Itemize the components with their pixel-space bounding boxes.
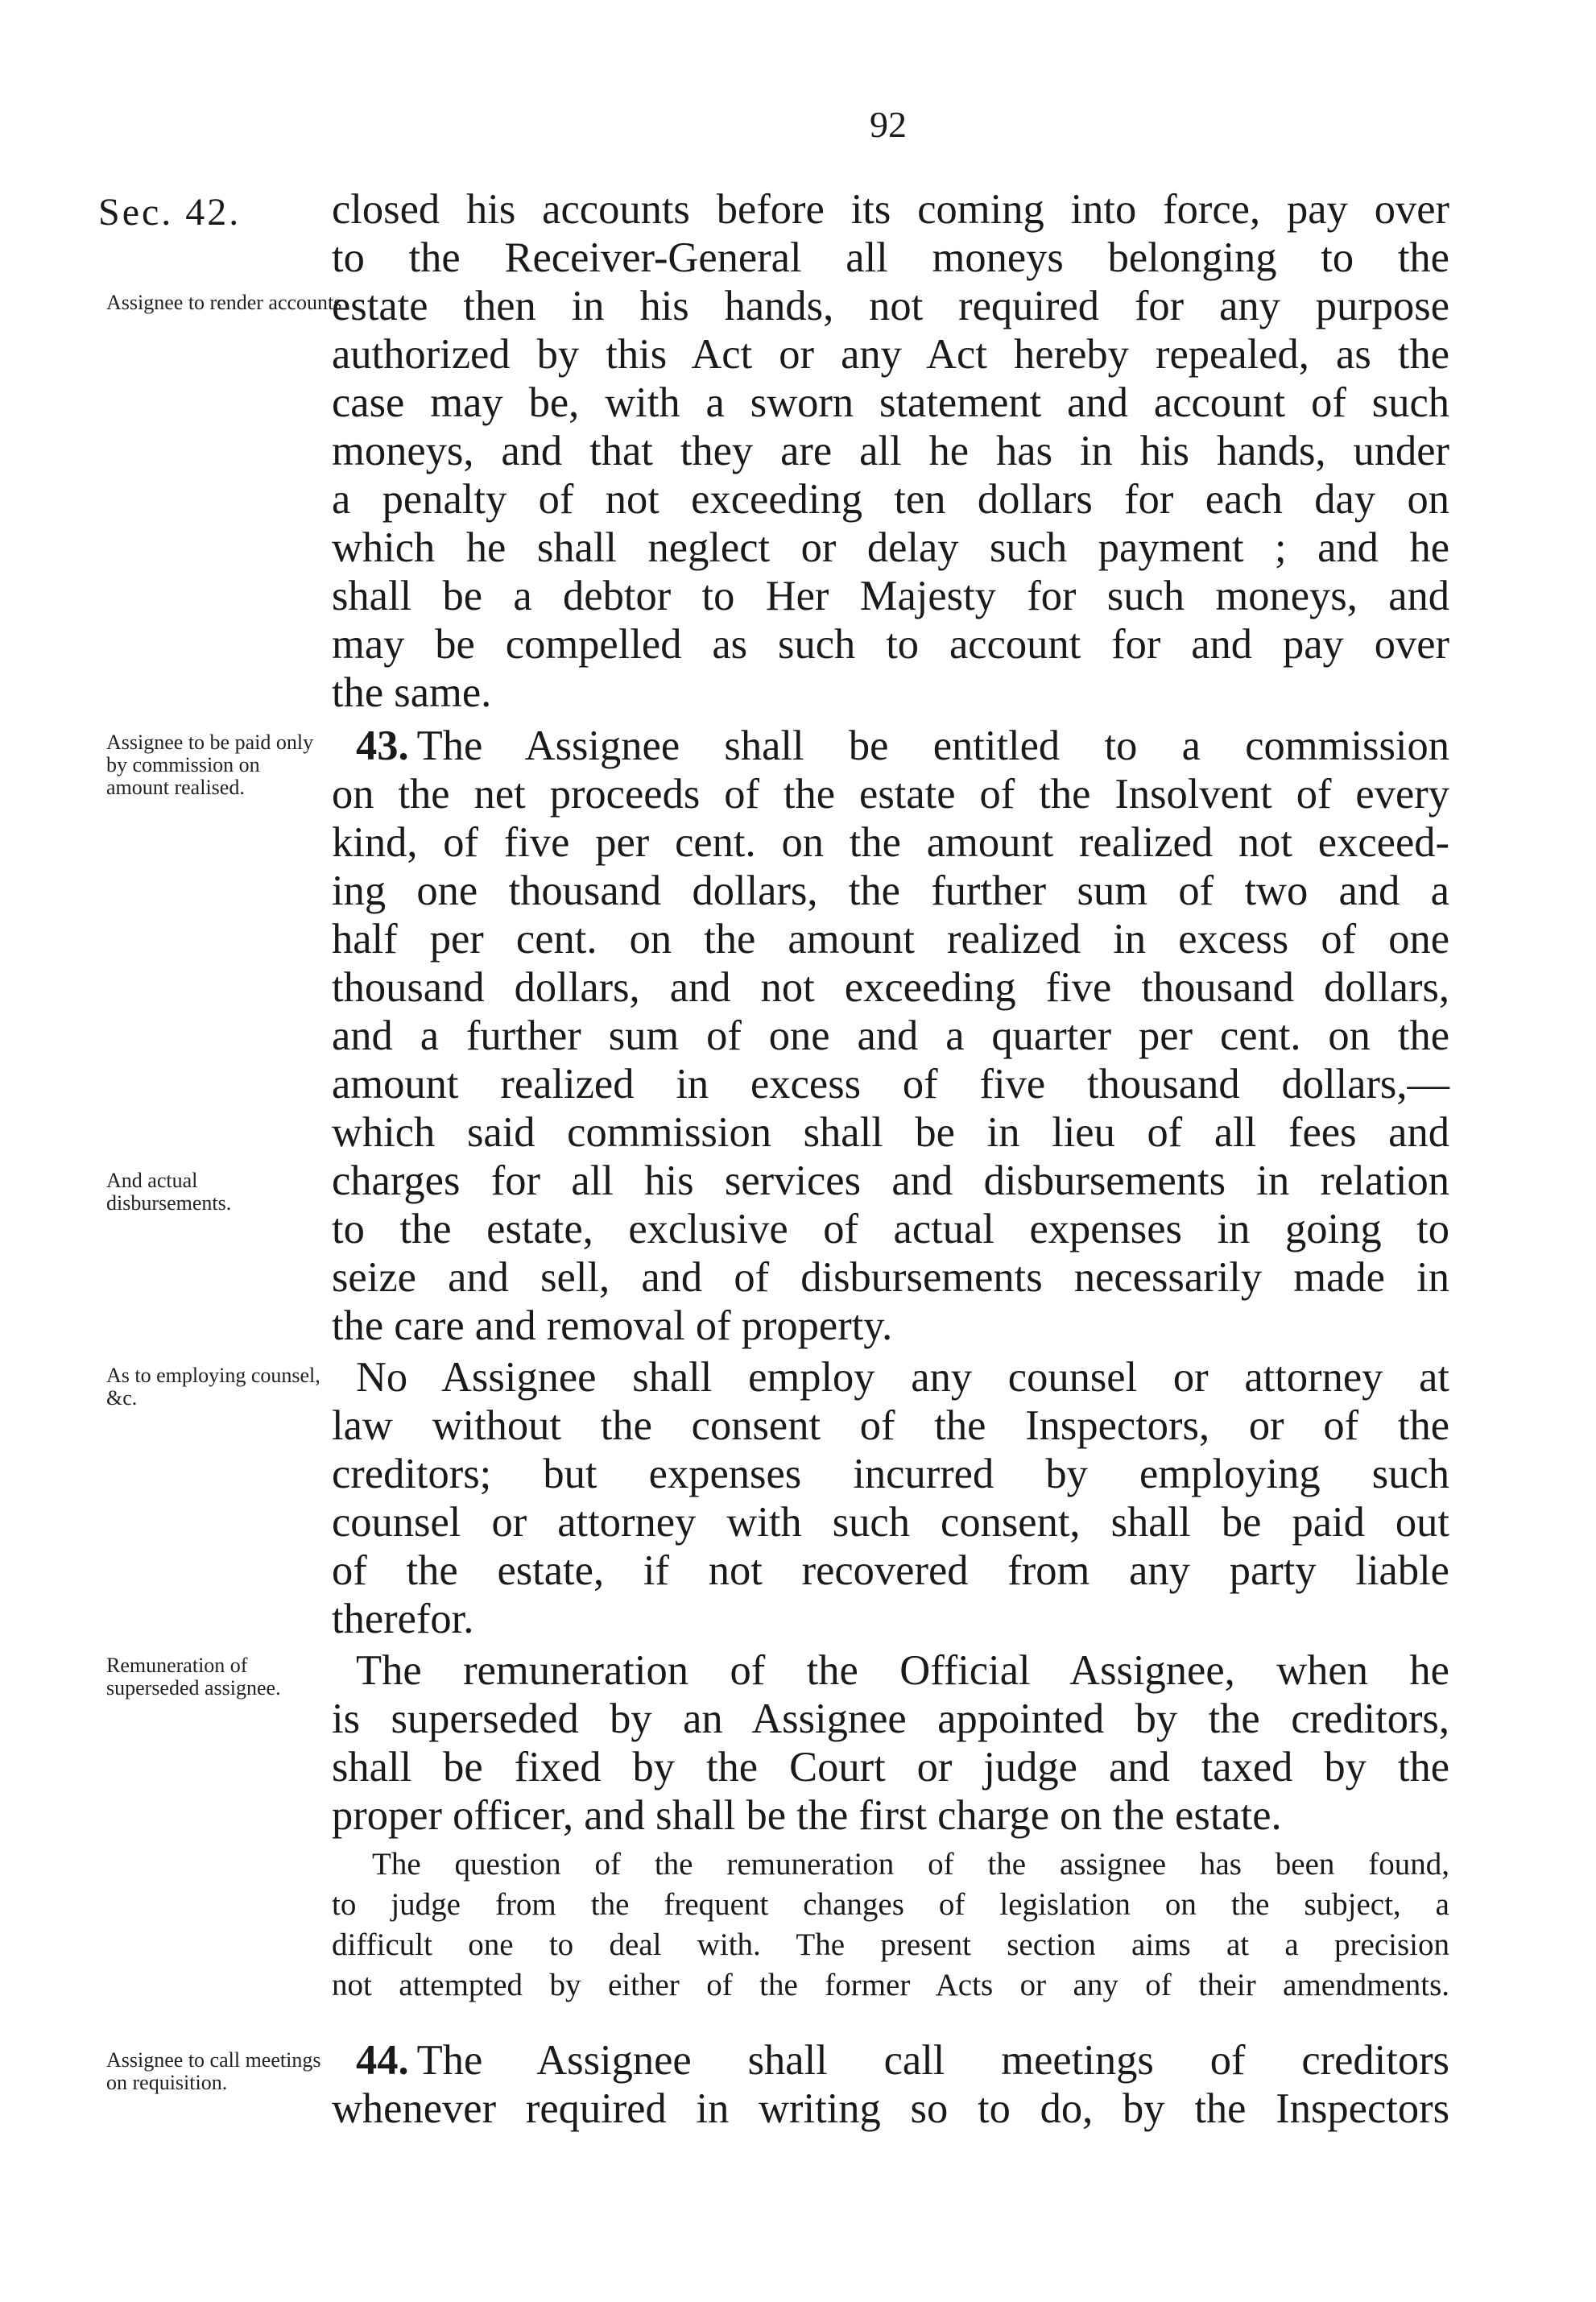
sidenote-commission: Assignee to be paid only by commission on amount realised. xyxy=(106,731,314,799)
text-span: The Assignee shall call meetings of creditors xyxy=(416,2037,1449,2084)
sidenote-render-accounts: Assignee to render accounts xyxy=(106,291,342,314)
text-line: closed his accounts before its coming into force, pay over xyxy=(332,186,1449,233)
text-line: amount realized in excess of five thousand dollars,— xyxy=(332,1061,1449,1108)
text-line: a penalty of not exceeding ten dollars for each day on xyxy=(332,476,1449,523)
text-line: law without the consent of the Inspectors, or of the xyxy=(332,1402,1449,1449)
text-line: proper officer, and shall be the first charge on the estate. xyxy=(332,1792,1282,1839)
text-line: thousand dollars, and not exceeding five thousand dollars, xyxy=(332,964,1449,1011)
commentary-line: The question of the remuneration of the assignee has been found, xyxy=(372,1847,1449,1882)
text-line: authorized by this Act or any Act hereby repealed, as the xyxy=(332,331,1449,378)
text-line: which he shall neglect or delay such payment ; and he xyxy=(332,524,1449,571)
text-line: of the estate, if not recovered from any party liable xyxy=(332,1547,1449,1594)
commentary-line: not attempted by either of the former Acts or any of their amendments. xyxy=(332,1968,1449,2002)
text-line: on the net proceeds of the estate of the Insolvent of every xyxy=(332,771,1449,818)
text-line: which said commission shall be in lieu of all fees and xyxy=(332,1109,1449,1156)
text-line: ing one thousand dollars, the further sum of two and a xyxy=(332,867,1449,914)
section-label: Sec. 42. xyxy=(98,191,242,234)
text-line: and a further sum of one and a quarter per cent. on the xyxy=(332,1012,1449,1059)
sidenote-remuneration: Remuneration of superseded assignee. xyxy=(106,1654,281,1700)
commentary-line: difficult one to deal with. The present section aims at a precision xyxy=(332,1927,1449,1962)
commentary-line: to judge from the frequent changes of legislation on the subject, a xyxy=(332,1887,1449,1922)
text-line: to the estate, exclusive of actual expenses in going to xyxy=(332,1206,1449,1252)
text-line: to the Receiver-General all moneys belonging to the xyxy=(332,234,1449,281)
text-line: creditors; but expenses incurred by employing such xyxy=(332,1451,1449,1497)
text-line: shall be fixed by the Court or judge and taxed by the xyxy=(332,1744,1449,1791)
section-number: 43. xyxy=(356,722,409,769)
section-44-first-line xyxy=(356,2036,1449,2085)
text-line: kind, of five per cent. on the amount realized not exceed- xyxy=(332,819,1449,866)
text-line: moneys, and that they are all he has in his hands, under xyxy=(332,428,1449,474)
text-line: therefor. xyxy=(332,1596,474,1642)
text-line: case may be, with a sworn statement and account of such xyxy=(332,379,1449,426)
text-line: is superseded by an Assignee appointed by the creditors, xyxy=(332,1695,1449,1742)
sidenote-counsel: As to employing counsel, &c. xyxy=(106,1364,320,1410)
text-line: counsel or attorney with such consent, shall be paid out xyxy=(332,1499,1449,1546)
text-line: the care and removal of property. xyxy=(332,1302,893,1349)
sidenote-disbursements: And actual disbursements. xyxy=(106,1169,232,1215)
section-43-first-line xyxy=(356,722,1449,770)
text-line: charges for all his services and disbursements in relation xyxy=(332,1157,1449,1204)
text-span: The Assignee shall be entitled to a commission xyxy=(416,722,1449,769)
text-line: whenever required in writing so to do, by the Inspectors xyxy=(332,2085,1449,2132)
text-line: the same. xyxy=(332,669,492,716)
text-line: seize and sell, and of disbursements necessarily made in xyxy=(332,1254,1449,1301)
text-line: The remuneration of the Official Assignee, when he xyxy=(356,1647,1449,1694)
sidenote-meetings: Assignee to call meetings on requisition. xyxy=(106,2048,321,2094)
text-line: may be compelled as such to account for and pay over xyxy=(332,621,1449,668)
text-line: No Assignee shall employ any counsel or attorney at xyxy=(356,1354,1449,1401)
text-line: half per cent. on the amount realized in excess of one xyxy=(332,916,1449,963)
section-number: 44. xyxy=(356,2037,409,2084)
text-line: shall be a debtor to Her Majesty for such moneys, and xyxy=(332,573,1449,619)
page-number: 92 xyxy=(870,104,907,145)
text-line: estate then in his hands, not required for any purpose xyxy=(332,283,1449,329)
